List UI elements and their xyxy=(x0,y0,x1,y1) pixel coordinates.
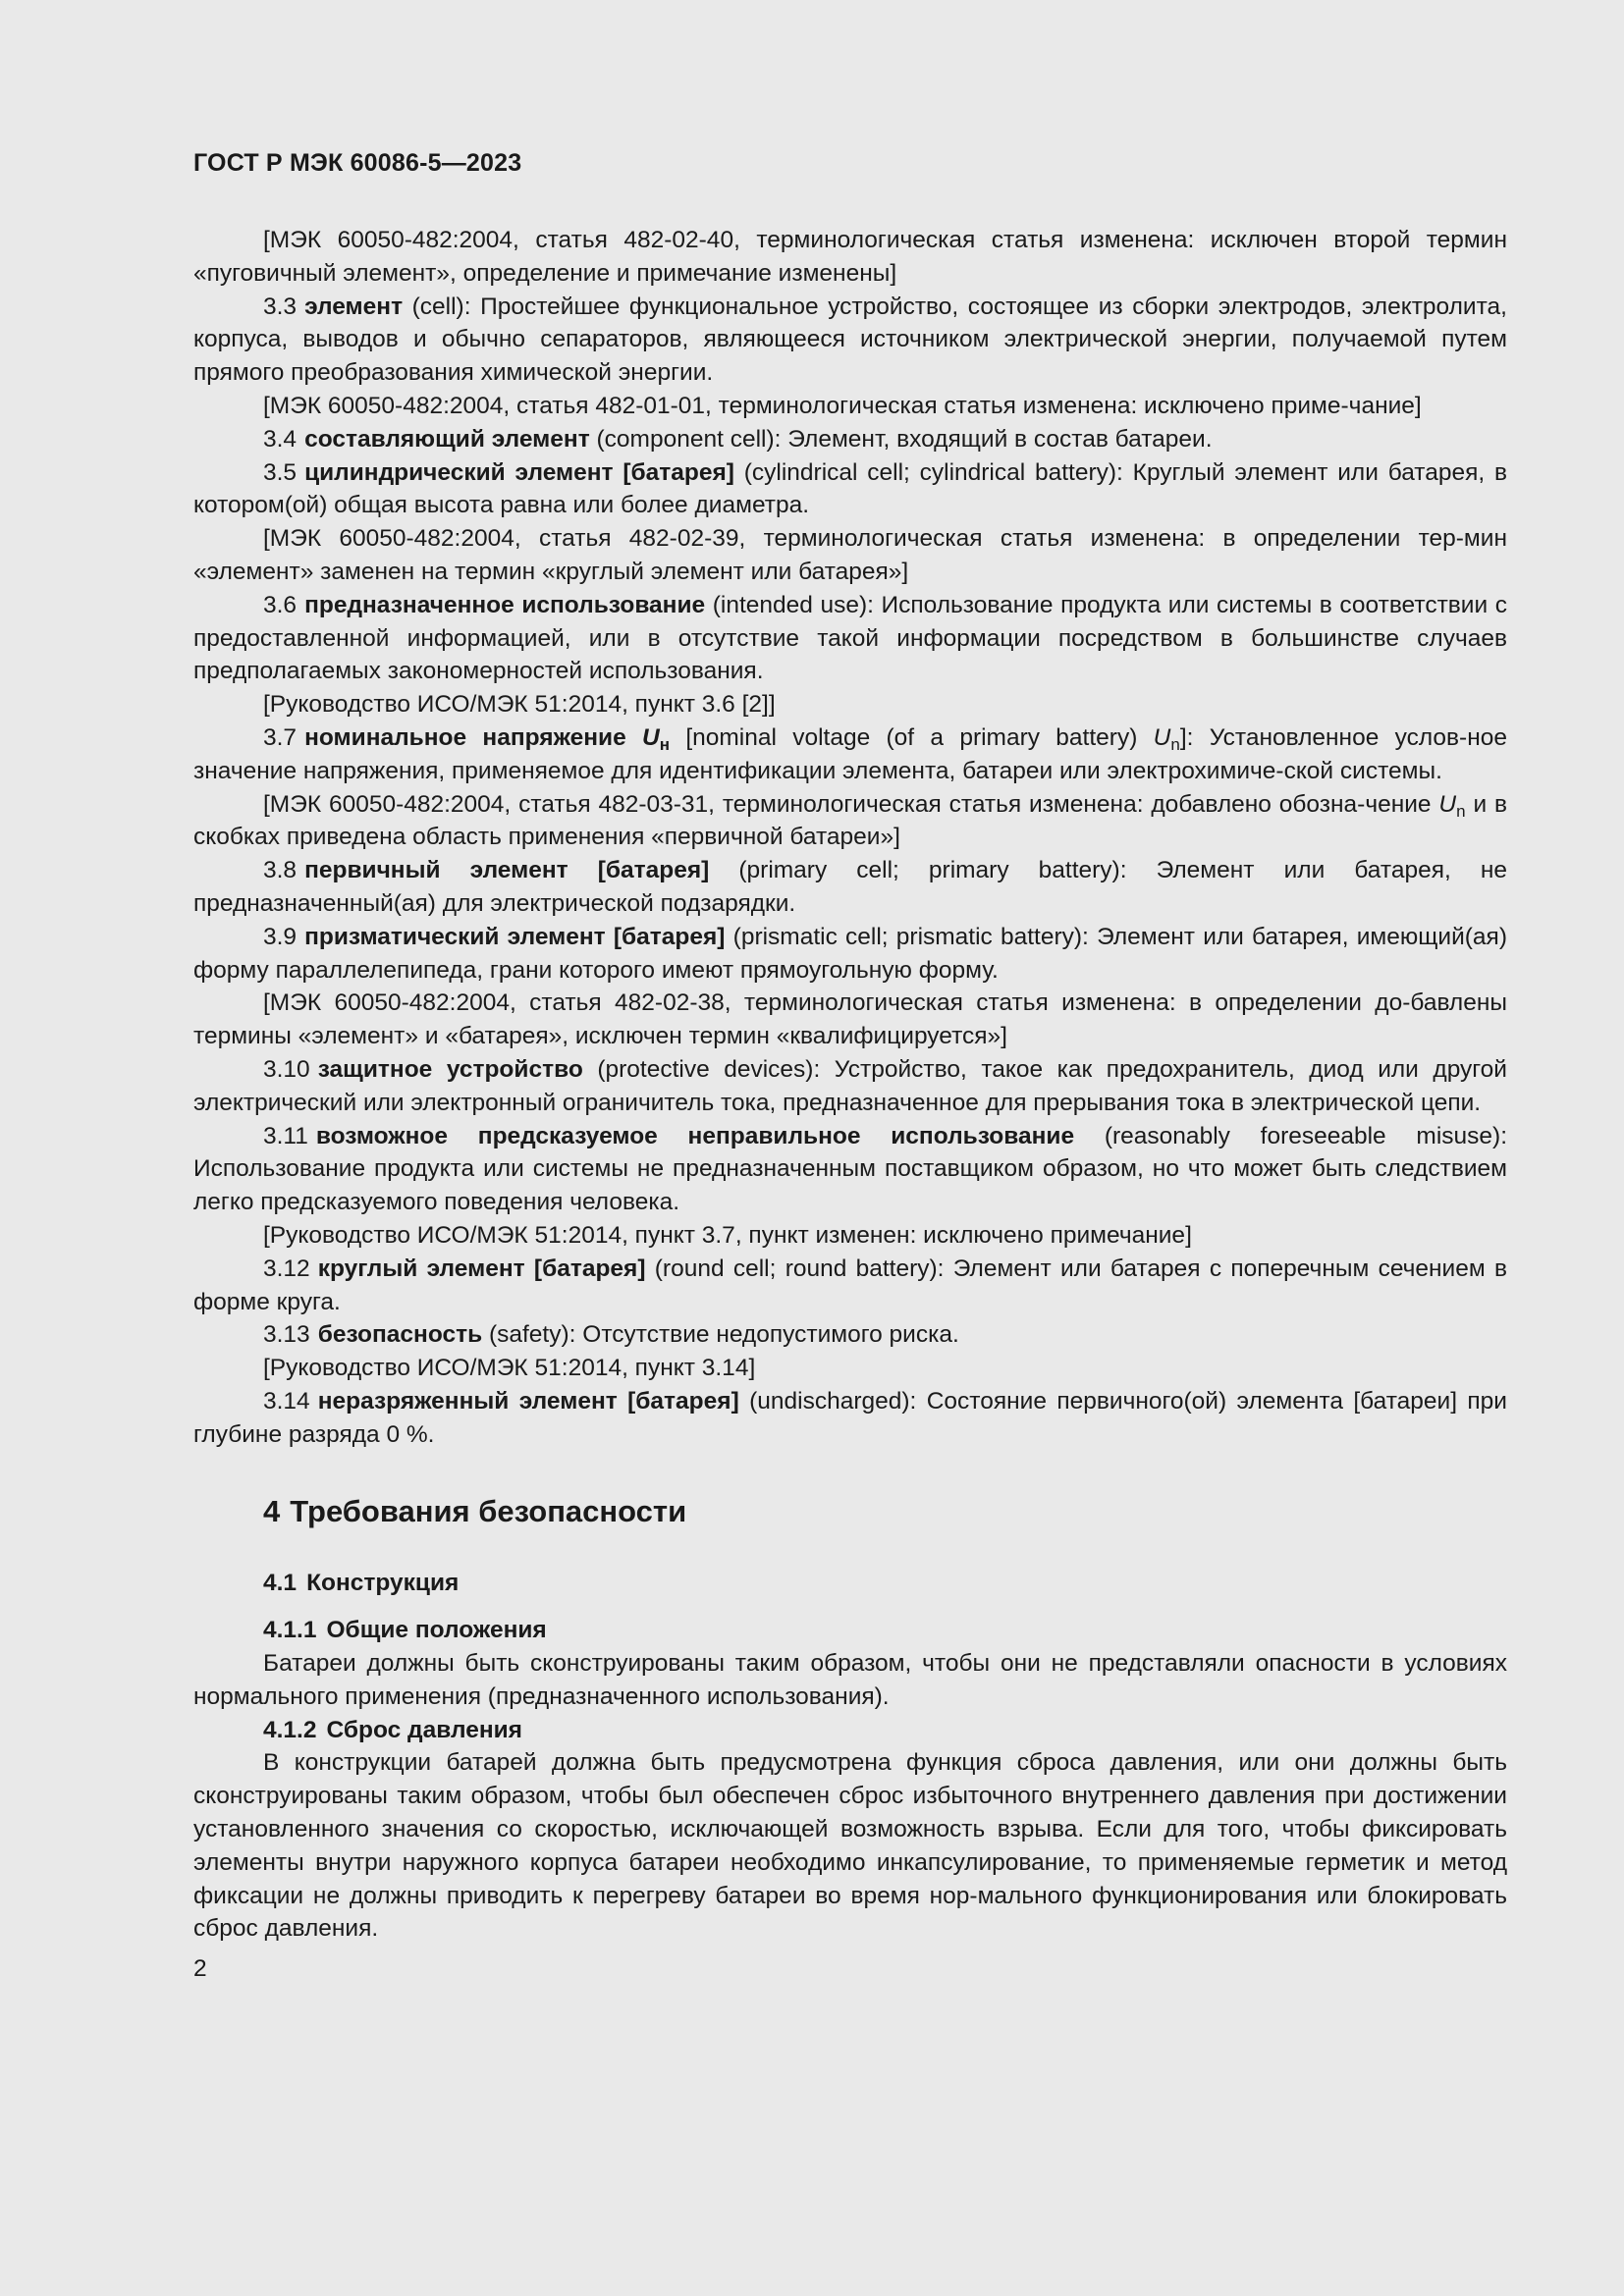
definition-number: 3.8 xyxy=(263,857,298,884)
definition-term: предназначенное использование xyxy=(304,591,706,618)
document-page xyxy=(193,147,1507,1985)
reference-note: [Руководство ИСО/МЭК 51:2014, пункт 3.6 [2]] xyxy=(263,691,776,719)
definition-term: возможное предсказуемое неправильное использование xyxy=(315,1122,1075,1149)
section-number: 4.1 xyxy=(263,1570,298,1597)
definitions-block xyxy=(193,224,1507,1451)
definition-text: (protective devices): Устройство, такое как предохранитель, диод или другой электрический или электронный ограничитель тока, предназначенное для прерывания тока в электрической цепи. xyxy=(193,1055,1507,1116)
definition-3-7 xyxy=(193,721,1507,788)
definition-term: элемент xyxy=(304,293,404,320)
subsection-heading-4-1-2 xyxy=(263,1714,1507,1747)
section-number: 4.1.1 xyxy=(263,1617,317,1644)
section-number: 4.1.2 xyxy=(263,1716,317,1743)
voltage-subscript: n xyxy=(1456,801,1466,821)
definition-term: неразряженный элемент [батарея] xyxy=(317,1387,739,1415)
definition-3-14 xyxy=(193,1385,1507,1452)
subsection-heading-4-1-1 xyxy=(263,1614,1507,1647)
voltage-symbol: U xyxy=(642,723,660,751)
definition-text: (cell): Простейшее функциональное устройство, состоящее из сборки электродов, электролита, корпуса, выводов и обычно сепараторов, являющееся источником электрической энергии, получаемой путем прямого преобразования химической энергии. xyxy=(193,293,1507,387)
definition-3-4 xyxy=(193,423,1507,456)
definition-number: 3.14 xyxy=(263,1387,310,1415)
definition-3-6 xyxy=(193,589,1507,688)
document-header: ГОСТ Р МЭК 60086-5—2023 xyxy=(193,149,522,177)
definition-text: (round cell; round battery): Элемент или батарея с поперечным сечением в форме круга. xyxy=(193,1255,1507,1315)
definition-text: (safety): Отсутствие недопустимого риска. xyxy=(482,1321,959,1349)
definition-number: 3.13 xyxy=(263,1321,310,1349)
definition-term: призматический элемент [батарея] xyxy=(304,923,726,950)
definition-number: 3.3 xyxy=(263,293,298,320)
section-title: Конструкция xyxy=(306,1570,460,1597)
definition-text: (reasonably foreseeable misuse): Использование продукта или системы не предназначенным поставщиком образом, но что может быть следствием легко предсказуемого поведения человека. xyxy=(193,1122,1508,1216)
section-title: Сброс давления xyxy=(326,1716,522,1743)
definition-3-13 xyxy=(193,1318,1507,1352)
reference-note: [МЭК 60050-482:2004, статья 482-02-39, терминологическая статья изменена: в определении тер-мин «элемент» заменен на термин «круглый элемент или батарея»] xyxy=(193,525,1507,585)
definition-3-11 xyxy=(193,1120,1507,1219)
paragraph: Батареи должны быть сконструированы таким образом, чтобы они не представляли опасности в условиях нормального применения (предназначенного использования). xyxy=(193,1650,1507,1710)
definition-text: (undischarged): Состояние первичного(ой) элемента [батареи] при глубине разряда 0 %. xyxy=(193,1387,1507,1448)
definition-text: (prismatic cell; prismatic battery): Элемент или батарея, имеющий(ая) форму параллелепипеда, грани которого имеют прямоугольную форму. xyxy=(193,923,1507,984)
reference-note: [Руководство ИСО/МЭК 51:2014, пункт 3.14] xyxy=(263,1355,756,1382)
reference-note: [МЭК 60050-482:2004, статья 482-01-01, терминологическая статья изменена: исключено приме-чание] xyxy=(263,392,1422,419)
voltage-symbol: U xyxy=(1438,790,1457,818)
reference-text: и в скобках приведена область применения «первичной батареи»] xyxy=(193,790,1507,851)
definition-number: 3.9 xyxy=(263,923,298,950)
subsection-heading-4-1 xyxy=(263,1567,1507,1600)
definition-number: 3.6 xyxy=(263,591,298,618)
section-number: 4 xyxy=(263,1494,281,1529)
definition-text: (component cell): Элемент, входящий в состав батареи. xyxy=(589,425,1213,453)
voltage-subscript: n xyxy=(1170,734,1180,754)
definition-number: 3.12 xyxy=(263,1255,310,1282)
reference-note xyxy=(193,788,1507,855)
section-body xyxy=(193,1647,1507,1714)
definition-text: (cylindrical cell; cylindrical battery): Круглый элемент или батарея, в котором(ой) общая высота равна или более диаметра. xyxy=(193,458,1507,519)
definition-term: круглый элемент [батарея] xyxy=(317,1255,646,1282)
reference-note: [МЭК 60050-482:2004, статья 482-02-38, терминологическая статья изменена: в определении до-бавлены термины «элемент» и «батарея», исключен термин «квалифицируется»] xyxy=(193,989,1507,1050)
page-number: 2 xyxy=(193,1955,207,1983)
definition-3-8 xyxy=(193,854,1507,921)
voltage-symbol: U xyxy=(1153,723,1171,751)
section-heading-4 xyxy=(263,1492,1507,1531)
definition-text: (primary cell; primary battery): Элемент или батарея, не предназначенный(ая) для электрической подзарядки. xyxy=(193,857,1507,917)
definition-term: составляющий элемент xyxy=(304,425,590,453)
definition-number: 3.10 xyxy=(263,1055,310,1083)
section-title: Общие положения xyxy=(326,1617,547,1644)
reference-note: [МЭК 60050-482:2004, статья 482-02-40, терминологическая статья изменена: исключен второй термин «пуговичный элемент», определение и примечание изменены] xyxy=(193,227,1507,287)
reference-text: [МЭК 60050-482:2004, статья 482-03-31, терминологическая статья изменена: добавлено обозна-чение xyxy=(263,790,1439,818)
definition-3-5 xyxy=(193,456,1507,523)
section-body xyxy=(193,1746,1507,1946)
definition-number: 3.5 xyxy=(263,458,298,486)
definition-term: первичный элемент [батарея] xyxy=(304,857,710,884)
definition-number: 3.7 xyxy=(263,723,298,751)
definition-term: номинальное напряжение xyxy=(304,723,643,751)
paragraph: В конструкции батарей должна быть предусмотрена функция сброса давления, или они должны быть сконструированы таким образом, чтобы был обеспечен сброс избыточного внутреннего давления при достижении установленного значения со скоростью, исключающей возможность взрыва. Если для того, чтобы фиксировать элементы внутри наружного корпуса батареи необходимо инкапсулирование, то применяемые герметик и метод фиксации не должны приводить к перегреву батареи во время нор-мального функционирования или блокировать сброс давления. xyxy=(193,1749,1507,1943)
definition-3-12 xyxy=(193,1253,1507,1319)
definition-term: защитное устройство xyxy=(317,1055,583,1083)
definition-number: 3.11 xyxy=(263,1122,308,1149)
definition-text: ]: Установленное услов-ное значение напряжения, применяемое для идентификации элемента, батареи или электрохимиче-ской системы. xyxy=(193,723,1507,784)
definition-3-9 xyxy=(193,921,1507,988)
definition-3-3 xyxy=(193,291,1507,390)
definition-number: 3.4 xyxy=(263,425,298,453)
definition-term: безопасность xyxy=(317,1321,483,1349)
definition-term: цилиндрический элемент [батарея] xyxy=(304,458,734,486)
definition-3-10 xyxy=(193,1053,1507,1120)
reference-note: [Руководство ИСО/МЭК 51:2014, пункт 3.7, пункт изменен: исключено примечание] xyxy=(263,1221,1192,1249)
section-title: Требования безопасности xyxy=(290,1494,687,1529)
definition-text: (intended use): Использование продукта или системы в соответствии с предоставленной информацией, или в отсутствие такой информации посредством в большинстве случаев предполагаемых закономерностей использования. xyxy=(193,591,1507,685)
voltage-subscript: н xyxy=(659,734,671,754)
definition-text: [nominal voltage (of a primary battery) xyxy=(670,723,1154,751)
